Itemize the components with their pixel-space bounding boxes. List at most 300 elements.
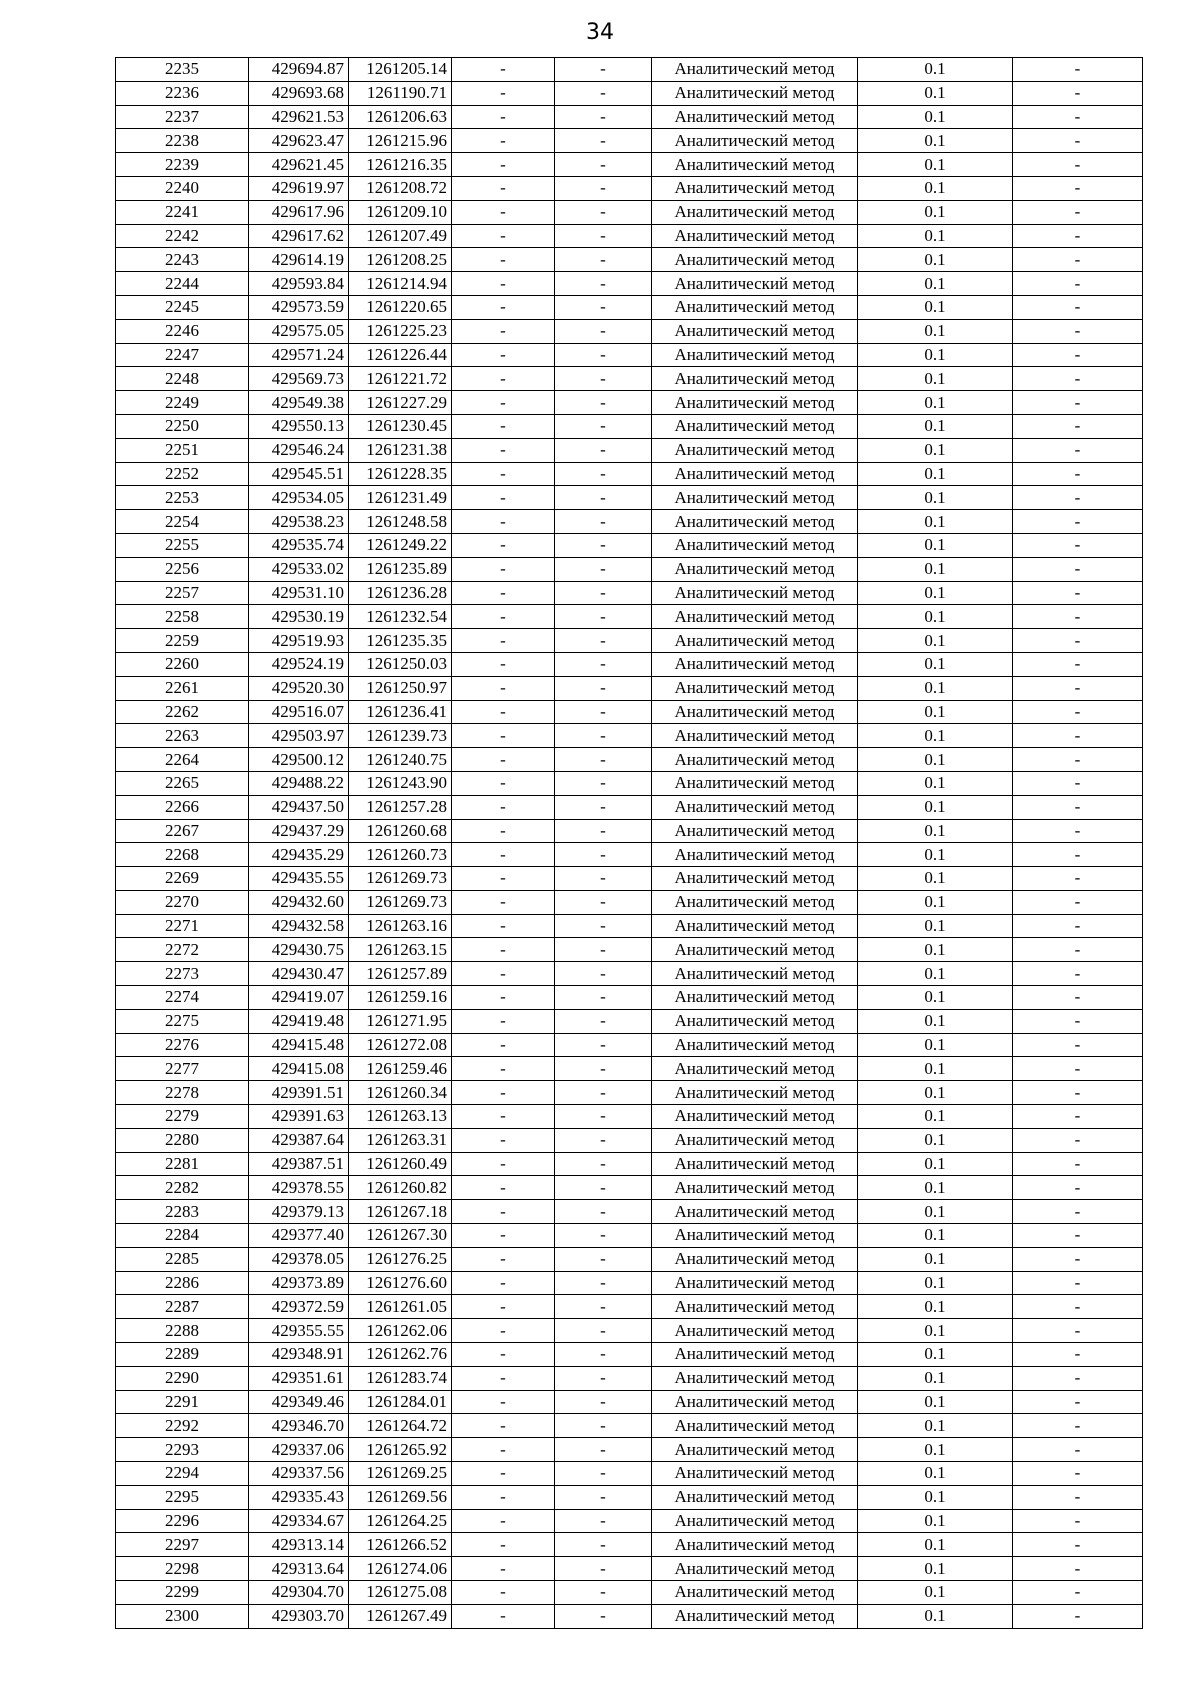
empty-cell-2: -	[555, 81, 652, 105]
empty-cell-3: -	[1013, 391, 1143, 415]
y-coordinate-cell: 1261250.03	[349, 652, 452, 676]
table-row	[116, 391, 1143, 415]
empty-cell-1: -	[452, 343, 555, 367]
empty-cell-2: -	[555, 1581, 652, 1605]
y-coordinate-cell: 1261208.25	[349, 248, 452, 272]
coordinates-table	[115, 57, 1143, 1629]
accuracy-cell: 0.1	[858, 1081, 1013, 1105]
empty-cell-2: -	[555, 890, 652, 914]
accuracy-cell: 0.1	[858, 486, 1013, 510]
point-number-cell: 2252	[116, 462, 249, 486]
empty-cell-2: -	[555, 938, 652, 962]
point-number-cell: 2263	[116, 724, 249, 748]
accuracy-cell: 0.1	[858, 819, 1013, 843]
empty-cell-1: -	[452, 819, 555, 843]
y-coordinate-cell: 1261214.94	[349, 272, 452, 296]
empty-cell-1: -	[452, 1604, 555, 1628]
point-number-cell: 2236	[116, 81, 249, 105]
point-number-cell: 2284	[116, 1224, 249, 1248]
empty-cell-3: -	[1013, 224, 1143, 248]
empty-cell-3: -	[1013, 200, 1143, 224]
empty-cell-1: -	[452, 867, 555, 891]
empty-cell-3: -	[1013, 414, 1143, 438]
empty-cell-3: -	[1013, 1343, 1143, 1367]
accuracy-cell: 0.1	[858, 1057, 1013, 1081]
empty-cell-3: -	[1013, 819, 1143, 843]
x-coordinate-cell: 429573.59	[249, 295, 349, 319]
accuracy-cell: 0.1	[858, 1557, 1013, 1581]
empty-cell-3: -	[1013, 1033, 1143, 1057]
accuracy-cell: 0.1	[858, 1105, 1013, 1129]
x-coordinate-cell: 429520.30	[249, 676, 349, 700]
point-number-cell: 2280	[116, 1128, 249, 1152]
empty-cell-2: -	[555, 676, 652, 700]
empty-cell-3: -	[1013, 319, 1143, 343]
y-coordinate-cell: 1261269.25	[349, 1462, 452, 1486]
x-coordinate-cell: 429575.05	[249, 319, 349, 343]
x-coordinate-cell: 429378.05	[249, 1247, 349, 1271]
empty-cell-3: -	[1013, 1604, 1143, 1628]
method-cell: Аналитический метод	[652, 1081, 858, 1105]
method-cell: Аналитический метод	[652, 367, 858, 391]
empty-cell-3: -	[1013, 1366, 1143, 1390]
x-coordinate-cell: 429349.46	[249, 1390, 349, 1414]
y-coordinate-cell: 1261208.72	[349, 176, 452, 200]
accuracy-cell: 0.1	[858, 843, 1013, 867]
empty-cell-2: -	[555, 1224, 652, 1248]
accuracy-cell: 0.1	[858, 962, 1013, 986]
y-coordinate-cell: 1261207.49	[349, 224, 452, 248]
empty-cell-1: -	[452, 652, 555, 676]
point-number-cell: 2268	[116, 843, 249, 867]
accuracy-cell: 0.1	[858, 224, 1013, 248]
method-cell: Аналитический метод	[652, 605, 858, 629]
method-cell: Аналитический метод	[652, 1366, 858, 1390]
empty-cell-3: -	[1013, 153, 1143, 177]
empty-cell-2: -	[555, 129, 652, 153]
table-row	[116, 557, 1143, 581]
x-coordinate-cell: 429430.75	[249, 938, 349, 962]
point-number-cell: 2241	[116, 200, 249, 224]
point-number-cell: 2244	[116, 272, 249, 296]
table-row	[116, 295, 1143, 319]
table-row	[116, 1319, 1143, 1343]
accuracy-cell: 0.1	[858, 1581, 1013, 1605]
empty-cell-3: -	[1013, 81, 1143, 105]
table-row	[116, 105, 1143, 129]
empty-cell-1: -	[452, 533, 555, 557]
empty-cell-3: -	[1013, 700, 1143, 724]
table-row	[116, 1271, 1143, 1295]
table-row	[116, 1152, 1143, 1176]
empty-cell-1: -	[452, 248, 555, 272]
table-row	[116, 1033, 1143, 1057]
method-cell: Аналитический метод	[652, 81, 858, 105]
x-coordinate-cell: 429621.45	[249, 153, 349, 177]
empty-cell-1: -	[452, 1105, 555, 1129]
accuracy-cell: 0.1	[858, 1390, 1013, 1414]
table-row	[116, 1009, 1143, 1033]
empty-cell-2: -	[555, 414, 652, 438]
accuracy-cell: 0.1	[858, 605, 1013, 629]
accuracy-cell: 0.1	[858, 1152, 1013, 1176]
y-coordinate-cell: 1261267.30	[349, 1224, 452, 1248]
y-coordinate-cell: 1261236.41	[349, 700, 452, 724]
method-cell: Аналитический метод	[652, 1009, 858, 1033]
accuracy-cell: 0.1	[858, 510, 1013, 534]
point-number-cell: 2237	[116, 105, 249, 129]
y-coordinate-cell: 1261284.01	[349, 1390, 452, 1414]
x-coordinate-cell: 429694.87	[249, 58, 349, 82]
method-cell: Аналитический метод	[652, 1200, 858, 1224]
method-cell: Аналитический метод	[652, 129, 858, 153]
y-coordinate-cell: 1261231.49	[349, 486, 452, 510]
point-number-cell: 2300	[116, 1604, 249, 1628]
empty-cell-1: -	[452, 272, 555, 296]
table-row	[116, 1057, 1143, 1081]
point-number-cell: 2247	[116, 343, 249, 367]
y-coordinate-cell: 1261240.75	[349, 748, 452, 772]
accuracy-cell: 0.1	[858, 462, 1013, 486]
x-coordinate-cell: 429304.70	[249, 1581, 349, 1605]
accuracy-cell: 0.1	[858, 319, 1013, 343]
x-coordinate-cell: 429614.19	[249, 248, 349, 272]
x-coordinate-cell: 429623.47	[249, 129, 349, 153]
x-coordinate-cell: 429534.05	[249, 486, 349, 510]
x-coordinate-cell: 429435.29	[249, 843, 349, 867]
table-row	[116, 914, 1143, 938]
empty-cell-2: -	[555, 224, 652, 248]
table-row	[116, 700, 1143, 724]
x-coordinate-cell: 429334.67	[249, 1509, 349, 1533]
point-number-cell: 2294	[116, 1462, 249, 1486]
x-coordinate-cell: 429531.10	[249, 581, 349, 605]
empty-cell-3: -	[1013, 533, 1143, 557]
empty-cell-3: -	[1013, 1271, 1143, 1295]
empty-cell-1: -	[452, 1295, 555, 1319]
accuracy-cell: 0.1	[858, 581, 1013, 605]
method-cell: Аналитический метод	[652, 1224, 858, 1248]
y-coordinate-cell: 1261215.96	[349, 129, 452, 153]
empty-cell-3: -	[1013, 1081, 1143, 1105]
accuracy-cell: 0.1	[858, 200, 1013, 224]
x-coordinate-cell: 429373.89	[249, 1271, 349, 1295]
table-row	[116, 843, 1143, 867]
empty-cell-1: -	[452, 438, 555, 462]
point-number-cell: 2297	[116, 1533, 249, 1557]
method-cell: Аналитический метод	[652, 724, 858, 748]
table-row	[116, 652, 1143, 676]
x-coordinate-cell: 429303.70	[249, 1604, 349, 1628]
empty-cell-2: -	[555, 914, 652, 938]
empty-cell-3: -	[1013, 343, 1143, 367]
empty-cell-3: -	[1013, 843, 1143, 867]
empty-cell-3: -	[1013, 248, 1143, 272]
x-coordinate-cell: 429355.55	[249, 1319, 349, 1343]
table-row	[116, 129, 1143, 153]
table-row	[116, 486, 1143, 510]
accuracy-cell: 0.1	[858, 1200, 1013, 1224]
method-cell: Аналитический метод	[652, 914, 858, 938]
method-cell: Аналитический метод	[652, 676, 858, 700]
method-cell: Аналитический метод	[652, 105, 858, 129]
y-coordinate-cell: 1261227.29	[349, 391, 452, 415]
x-coordinate-cell: 429617.96	[249, 200, 349, 224]
point-number-cell: 2285	[116, 1247, 249, 1271]
y-coordinate-cell: 1261205.14	[349, 58, 452, 82]
y-coordinate-cell: 1261260.49	[349, 1152, 452, 1176]
method-cell: Аналитический метод	[652, 1343, 858, 1367]
x-coordinate-cell: 429488.22	[249, 771, 349, 795]
accuracy-cell: 0.1	[858, 248, 1013, 272]
accuracy-cell: 0.1	[858, 1247, 1013, 1271]
empty-cell-2: -	[555, 1604, 652, 1628]
method-cell: Аналитический метод	[652, 414, 858, 438]
empty-cell-2: -	[555, 1033, 652, 1057]
empty-cell-2: -	[555, 105, 652, 129]
y-coordinate-cell: 1261260.73	[349, 843, 452, 867]
empty-cell-1: -	[452, 1319, 555, 1343]
point-number-cell: 2242	[116, 224, 249, 248]
point-number-cell: 2273	[116, 962, 249, 986]
y-coordinate-cell: 1261265.92	[349, 1438, 452, 1462]
empty-cell-3: -	[1013, 462, 1143, 486]
table-row	[116, 771, 1143, 795]
x-coordinate-cell: 429571.24	[249, 343, 349, 367]
empty-cell-1: -	[452, 1485, 555, 1509]
empty-cell-3: -	[1013, 272, 1143, 296]
table-row	[116, 1176, 1143, 1200]
empty-cell-1: -	[452, 58, 555, 82]
table-row	[116, 343, 1143, 367]
method-cell: Аналитический метод	[652, 819, 858, 843]
y-coordinate-cell: 1261263.13	[349, 1105, 452, 1129]
accuracy-cell: 0.1	[858, 295, 1013, 319]
y-coordinate-cell: 1261264.25	[349, 1509, 452, 1533]
table-row	[116, 605, 1143, 629]
table-row	[116, 58, 1143, 82]
y-coordinate-cell: 1261274.06	[349, 1557, 452, 1581]
method-cell: Аналитический метод	[652, 867, 858, 891]
empty-cell-3: -	[1013, 58, 1143, 82]
empty-cell-2: -	[555, 533, 652, 557]
empty-cell-2: -	[555, 1485, 652, 1509]
empty-cell-3: -	[1013, 748, 1143, 772]
method-cell: Аналитический метод	[652, 1105, 858, 1129]
empty-cell-3: -	[1013, 1295, 1143, 1319]
point-number-cell: 2245	[116, 295, 249, 319]
empty-cell-1: -	[452, 1509, 555, 1533]
method-cell: Аналитический метод	[652, 319, 858, 343]
x-coordinate-cell: 429693.68	[249, 81, 349, 105]
empty-cell-3: -	[1013, 486, 1143, 510]
x-coordinate-cell: 429435.55	[249, 867, 349, 891]
table-row	[116, 962, 1143, 986]
point-number-cell: 2271	[116, 914, 249, 938]
method-cell: Аналитический метод	[652, 629, 858, 653]
table-row	[116, 1485, 1143, 1509]
empty-cell-2: -	[555, 1390, 652, 1414]
empty-cell-2: -	[555, 462, 652, 486]
empty-cell-1: -	[452, 486, 555, 510]
method-cell: Аналитический метод	[652, 438, 858, 462]
empty-cell-1: -	[452, 1438, 555, 1462]
method-cell: Аналитический метод	[652, 1057, 858, 1081]
table-row	[116, 748, 1143, 772]
method-cell: Аналитический метод	[652, 1604, 858, 1628]
method-cell: Аналитический метод	[652, 1176, 858, 1200]
x-coordinate-cell: 429337.06	[249, 1438, 349, 1462]
point-number-cell: 2265	[116, 771, 249, 795]
empty-cell-1: -	[452, 676, 555, 700]
x-coordinate-cell: 429524.19	[249, 652, 349, 676]
table-body	[116, 58, 1143, 1629]
y-coordinate-cell: 1261230.45	[349, 414, 452, 438]
method-cell: Аналитический метод	[652, 890, 858, 914]
empty-cell-3: -	[1013, 676, 1143, 700]
x-coordinate-cell: 429503.97	[249, 724, 349, 748]
accuracy-cell: 0.1	[858, 724, 1013, 748]
empty-cell-2: -	[555, 510, 652, 534]
empty-cell-3: -	[1013, 129, 1143, 153]
accuracy-cell: 0.1	[858, 1485, 1013, 1509]
empty-cell-1: -	[452, 1128, 555, 1152]
accuracy-cell: 0.1	[858, 1343, 1013, 1367]
empty-cell-2: -	[555, 367, 652, 391]
empty-cell-1: -	[452, 1200, 555, 1224]
y-coordinate-cell: 1261276.25	[349, 1247, 452, 1271]
accuracy-cell: 0.1	[858, 1438, 1013, 1462]
y-coordinate-cell: 1261283.74	[349, 1366, 452, 1390]
empty-cell-3: -	[1013, 581, 1143, 605]
empty-cell-3: -	[1013, 1105, 1143, 1129]
x-coordinate-cell: 429516.07	[249, 700, 349, 724]
x-coordinate-cell: 429415.08	[249, 1057, 349, 1081]
table-row	[116, 367, 1143, 391]
empty-cell-1: -	[452, 914, 555, 938]
method-cell: Аналитический метод	[652, 748, 858, 772]
table-row	[116, 581, 1143, 605]
y-coordinate-cell: 1261262.06	[349, 1319, 452, 1343]
empty-cell-2: -	[555, 652, 652, 676]
method-cell: Аналитический метод	[652, 771, 858, 795]
x-coordinate-cell: 429519.93	[249, 629, 349, 653]
y-coordinate-cell: 1261276.60	[349, 1271, 452, 1295]
y-coordinate-cell: 1261257.89	[349, 962, 452, 986]
x-coordinate-cell: 429617.62	[249, 224, 349, 248]
x-coordinate-cell: 429437.29	[249, 819, 349, 843]
empty-cell-2: -	[555, 1343, 652, 1367]
empty-cell-3: -	[1013, 652, 1143, 676]
point-number-cell: 2258	[116, 605, 249, 629]
y-coordinate-cell: 1261190.71	[349, 81, 452, 105]
x-coordinate-cell: 429337.56	[249, 1462, 349, 1486]
empty-cell-3: -	[1013, 1176, 1143, 1200]
table-row	[116, 272, 1143, 296]
x-coordinate-cell: 429313.14	[249, 1533, 349, 1557]
point-number-cell: 2248	[116, 367, 249, 391]
accuracy-cell: 0.1	[858, 1462, 1013, 1486]
empty-cell-3: -	[1013, 1557, 1143, 1581]
empty-cell-1: -	[452, 391, 555, 415]
y-coordinate-cell: 1261269.73	[349, 890, 452, 914]
x-coordinate-cell: 429348.91	[249, 1343, 349, 1367]
empty-cell-1: -	[452, 1390, 555, 1414]
y-coordinate-cell: 1261269.73	[349, 867, 452, 891]
empty-cell-3: -	[1013, 1462, 1143, 1486]
method-cell: Аналитический метод	[652, 1462, 858, 1486]
x-coordinate-cell: 429432.58	[249, 914, 349, 938]
method-cell: Аналитический метод	[652, 938, 858, 962]
y-coordinate-cell: 1261266.52	[349, 1533, 452, 1557]
y-coordinate-cell: 1261267.18	[349, 1200, 452, 1224]
table-row	[116, 629, 1143, 653]
point-number-cell: 2295	[116, 1485, 249, 1509]
point-number-cell: 2292	[116, 1414, 249, 1438]
x-coordinate-cell: 429387.64	[249, 1128, 349, 1152]
empty-cell-1: -	[452, 748, 555, 772]
point-number-cell: 2267	[116, 819, 249, 843]
empty-cell-3: -	[1013, 105, 1143, 129]
y-coordinate-cell: 1261235.89	[349, 557, 452, 581]
empty-cell-2: -	[555, 605, 652, 629]
accuracy-cell: 0.1	[858, 986, 1013, 1010]
empty-cell-1: -	[452, 557, 555, 581]
table-row	[116, 200, 1143, 224]
empty-cell-1: -	[452, 510, 555, 534]
empty-cell-1: -	[452, 1557, 555, 1581]
accuracy-cell: 0.1	[858, 1009, 1013, 1033]
method-cell: Аналитический метод	[652, 1438, 858, 1462]
x-coordinate-cell: 429378.55	[249, 1176, 349, 1200]
accuracy-cell: 0.1	[858, 58, 1013, 82]
y-coordinate-cell: 1261257.28	[349, 795, 452, 819]
empty-cell-1: -	[452, 1271, 555, 1295]
y-coordinate-cell: 1261259.16	[349, 986, 452, 1010]
empty-cell-2: -	[555, 819, 652, 843]
accuracy-cell: 0.1	[858, 629, 1013, 653]
accuracy-cell: 0.1	[858, 1128, 1013, 1152]
empty-cell-2: -	[555, 58, 652, 82]
x-coordinate-cell: 429550.13	[249, 414, 349, 438]
method-cell: Аналитический метод	[652, 986, 858, 1010]
table-row	[116, 1366, 1143, 1390]
empty-cell-2: -	[555, 1081, 652, 1105]
empty-cell-2: -	[555, 843, 652, 867]
accuracy-cell: 0.1	[858, 343, 1013, 367]
y-coordinate-cell: 1261275.08	[349, 1581, 452, 1605]
empty-cell-3: -	[1013, 1533, 1143, 1557]
x-coordinate-cell: 429549.38	[249, 391, 349, 415]
point-number-cell: 2290	[116, 1366, 249, 1390]
table-row	[116, 1224, 1143, 1248]
table-row	[116, 1128, 1143, 1152]
accuracy-cell: 0.1	[858, 1366, 1013, 1390]
method-cell: Аналитический метод	[652, 1128, 858, 1152]
y-coordinate-cell: 1261260.34	[349, 1081, 452, 1105]
table-row	[116, 1414, 1143, 1438]
method-cell: Аналитический метод	[652, 200, 858, 224]
empty-cell-1: -	[452, 1533, 555, 1557]
empty-cell-1: -	[452, 1343, 555, 1367]
table-row	[116, 938, 1143, 962]
accuracy-cell: 0.1	[858, 1176, 1013, 1200]
y-coordinate-cell: 1261269.56	[349, 1485, 452, 1509]
y-coordinate-cell: 1261262.76	[349, 1343, 452, 1367]
empty-cell-2: -	[555, 1247, 652, 1271]
y-coordinate-cell: 1261272.08	[349, 1033, 452, 1057]
point-number-cell: 2246	[116, 319, 249, 343]
